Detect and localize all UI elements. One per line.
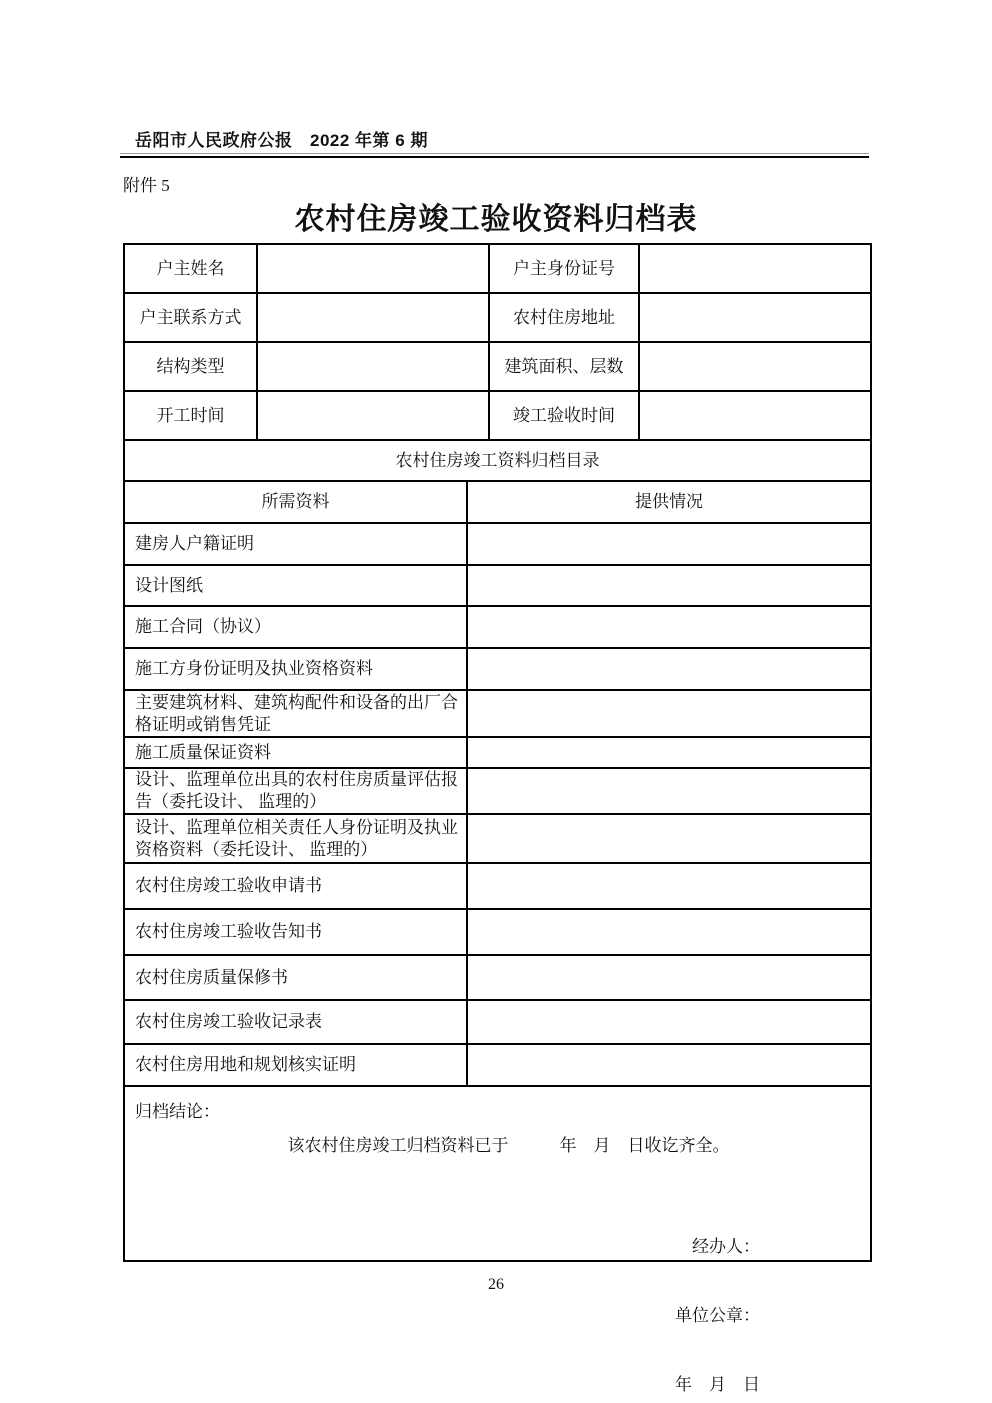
item-provided-cell [468, 1001, 870, 1043]
info-value-start-date [258, 392, 490, 439]
item-label: 农村住房竣工验收告知书 [125, 910, 468, 954]
seal-label: 单位公章： [675, 1306, 760, 1325]
catalog-item-row [125, 691, 870, 738]
info-row [125, 343, 870, 392]
catalog-item-row [125, 649, 870, 691]
attachment-label: 附件 5 [123, 176, 170, 195]
catalog-item-row [125, 1001, 870, 1045]
info-row [125, 294, 870, 343]
catalog-item-row [125, 864, 870, 910]
form-title: 农村住房竣工验收资料归档表 [294, 203, 698, 236]
item-provided-cell [468, 738, 870, 767]
item-label: 设计、监理单位出具的农村住房质量评估报告（委托设计、 监理的） [125, 769, 468, 813]
item-provided-cell [468, 864, 870, 908]
item-provided-cell [468, 815, 870, 862]
column-header-provided-status: 提供情况 [635, 492, 703, 511]
info-label-area-floors: 建筑面积、层数 [490, 343, 640, 390]
catalog-title-row [125, 441, 870, 482]
info-label-owner-name: 户主姓名 [125, 245, 258, 292]
item-label: 施工方身份证明及执业资格资料 [125, 649, 468, 689]
catalog-item-row [125, 524, 870, 566]
catalog-item-row [125, 769, 870, 815]
item-provided-cell [468, 566, 870, 605]
conclusion-statement: 该农村住房竣工归档资料已于 年 月 日收讫齐全。 [287, 1136, 730, 1155]
info-row [125, 245, 870, 294]
info-label-house-address: 农村住房地址 [490, 294, 640, 341]
info-label-start-date: 开工时间 [125, 392, 258, 439]
info-row [125, 392, 870, 441]
item-label: 设计图纸 [125, 566, 468, 605]
header-divider [120, 153, 869, 158]
info-value-owner-contact [258, 294, 490, 341]
info-value-structure-type [258, 343, 490, 390]
item-label: 主要建筑材料、建筑构配件和设备的出厂合格证明或销售凭证 [125, 691, 468, 736]
item-provided-cell [468, 769, 870, 813]
item-label: 施工合同（协议） [125, 607, 468, 647]
date-line: 年 月 日 [675, 1375, 760, 1394]
signature-block [675, 1189, 760, 1403]
catalog-item-row [125, 910, 870, 956]
item-provided-cell [468, 1045, 870, 1085]
item-label: 施工质量保证资料 [125, 738, 468, 767]
page-number: 26 [488, 1276, 504, 1293]
item-label: 设计、监理单位相关责任人身份证明及执业资格资料（委托设计、 监理的） [125, 815, 468, 862]
info-value-area-floors [640, 343, 870, 390]
info-label-owner-id: 户主身份证号 [490, 245, 640, 292]
item-label: 农村住房竣工验收记录表 [125, 1001, 468, 1043]
catalog-item-row [125, 815, 870, 864]
catalog-item-row [125, 956, 870, 1001]
item-label: 农村住房质量保修书 [125, 956, 468, 999]
item-label: 农村住房用地和规划核实证明 [125, 1045, 468, 1085]
gazette-header: 岳阳市人民政府公报 2022 年第 6 期 [135, 131, 428, 150]
item-provided-cell [468, 691, 870, 736]
item-provided-cell [468, 524, 870, 564]
item-label: 农村住房竣工验收申请书 [125, 864, 468, 908]
info-label-structure-type: 结构类型 [125, 343, 258, 390]
info-value-acceptance-date [640, 392, 870, 439]
item-label: 建房人户籍证明 [125, 524, 468, 564]
info-label-owner-contact: 户主联系方式 [125, 294, 258, 341]
catalog-item-row [125, 738, 870, 769]
column-header-required-materials: 所需资料 [125, 482, 468, 522]
info-value-house-address [640, 294, 870, 341]
catalog-header-row [125, 482, 870, 524]
info-value-owner-name [258, 245, 490, 292]
catalog-item-row [125, 566, 870, 607]
handler-label: 经办人： [692, 1237, 760, 1256]
catalog-item-row [125, 1045, 870, 1087]
catalog-section-title: 农村住房竣工资料归档目录 [395, 450, 600, 470]
item-provided-cell [468, 649, 870, 689]
info-value-owner-id [640, 245, 870, 292]
item-provided-cell [468, 956, 870, 999]
info-label-acceptance-date: 竣工验收时间 [490, 392, 640, 439]
item-provided-cell [468, 607, 870, 647]
conclusion-label: 归档结论： [135, 1102, 220, 1121]
item-provided-cell [468, 910, 870, 954]
catalog-item-row [125, 607, 870, 649]
